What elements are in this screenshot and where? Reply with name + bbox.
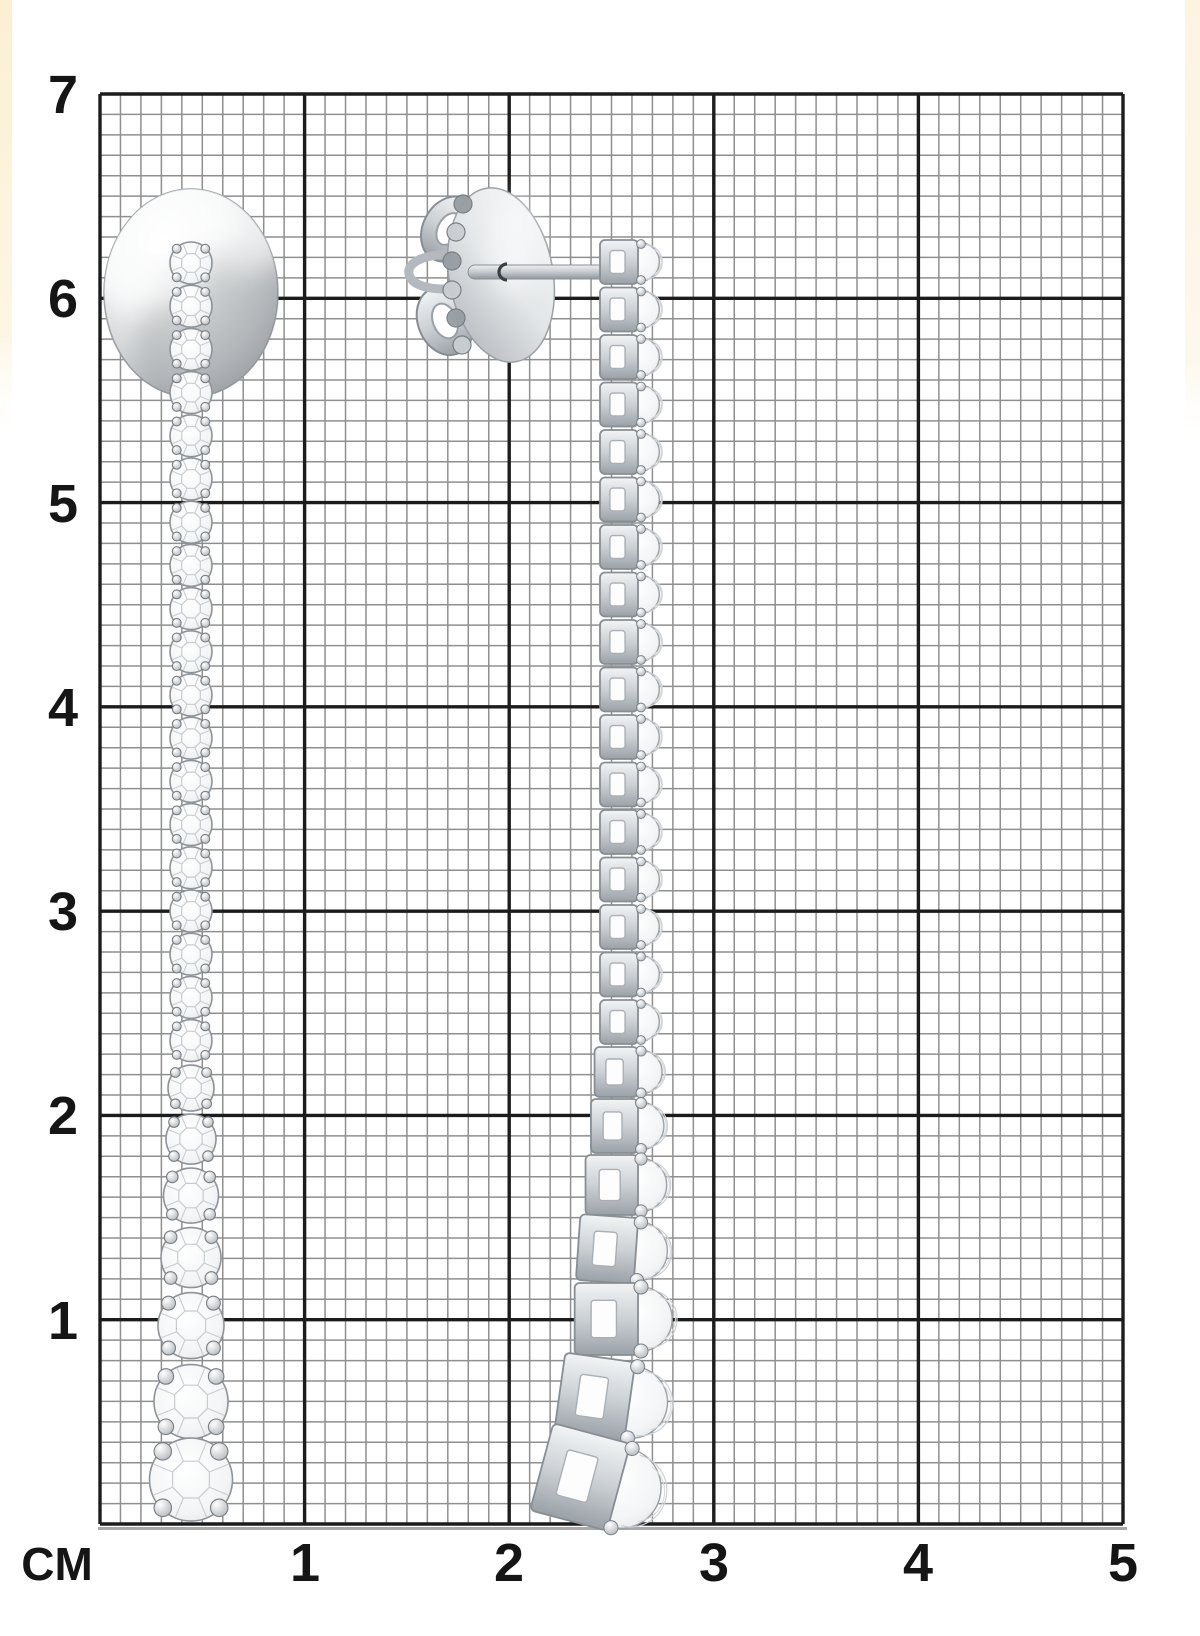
y-axis-label: 1 bbox=[47, 1291, 78, 1351]
x-axis-label: 4 bbox=[902, 1533, 934, 1593]
y-axis-label: 5 bbox=[47, 474, 78, 534]
ear-post bbox=[468, 264, 614, 280]
y-axis-label: 2 bbox=[47, 1086, 78, 1146]
unit-label: CM bbox=[21, 1538, 93, 1590]
x-axis-label: 5 bbox=[1107, 1533, 1139, 1593]
y-axis-label: 6 bbox=[47, 269, 78, 329]
y-axis-label: 3 bbox=[47, 882, 78, 942]
y-axis-label: 7 bbox=[47, 65, 78, 125]
x-axis-label: 2 bbox=[493, 1533, 525, 1593]
x-axis-label: 1 bbox=[289, 1533, 321, 1593]
y-axis-label: 4 bbox=[47, 678, 78, 738]
left-accent-strip bbox=[0, 0, 12, 445]
right-accent-strip bbox=[1185, 0, 1200, 450]
x-axis-label: 3 bbox=[698, 1533, 730, 1593]
